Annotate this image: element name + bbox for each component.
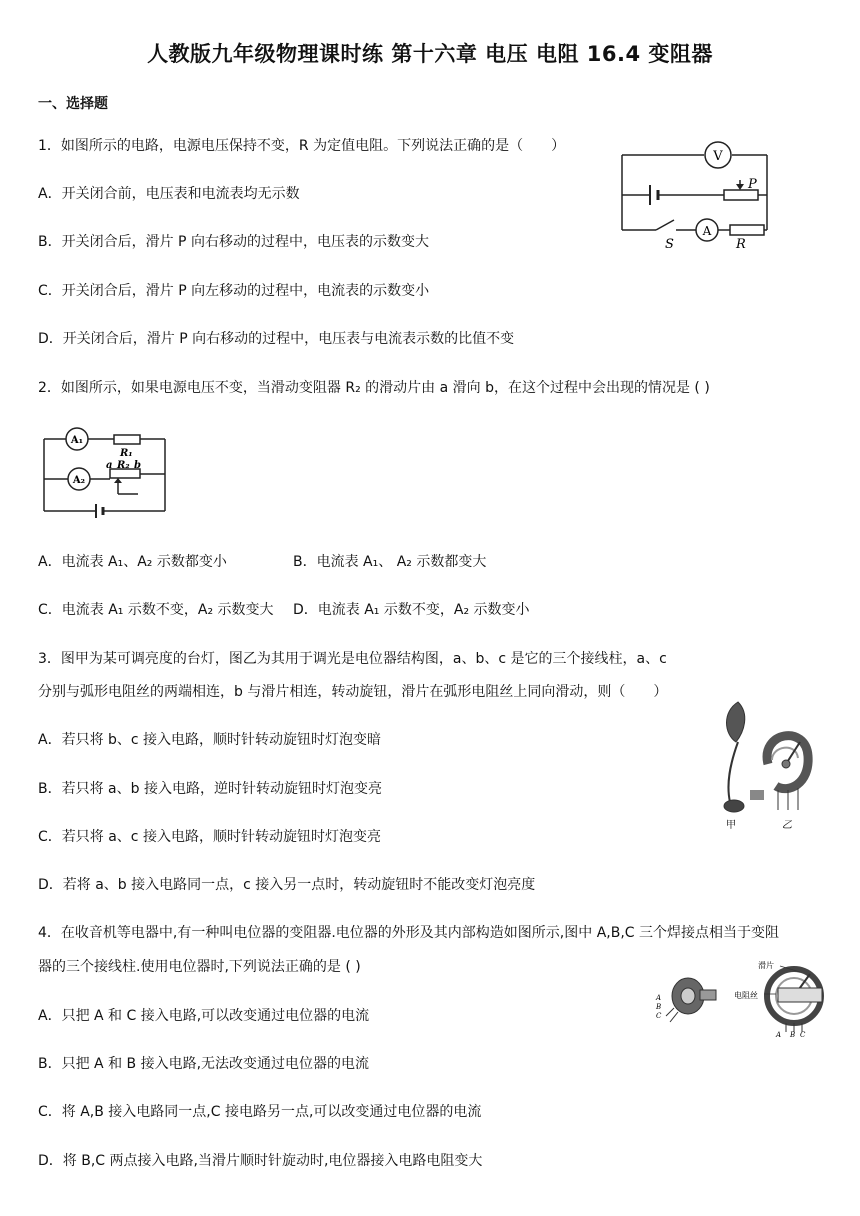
q1-resistor-label: R — [736, 237, 746, 252]
q2-option-a: A．电流表 A₁、A₂ 示数都变小 — [38, 554, 227, 570]
q2-b-label: b — [134, 460, 141, 471]
q2-a-label: a — [106, 460, 113, 471]
q4-stem-line1: 4．在收音机等电器中,有一种叫电位器的变阻器.电位器的外形及其内部构造如图所示,图中 A,B,C 三个焊接点相当于变阻 — [38, 925, 780, 941]
q1-voltmeter-label: V — [713, 149, 723, 164]
q1-circuit-diagram — [612, 140, 777, 255]
q4-left-b-label: B — [656, 1003, 662, 1011]
q1-slider-label: P — [748, 177, 757, 192]
q3-stem-line2: 分别与弧形电阻丝的两端相连，b 与滑片相连，转动旋钮，滑片在弧形电阻丝上同向滑动，则（ ） — [38, 684, 668, 700]
q2-option-b: B．电流表 A₁、 A₂ 示数都变大 — [293, 554, 487, 570]
q1-ammeter-label: A — [702, 224, 712, 238]
q3-option-a: A．若只将 b、c 接入电路，顺时针转动旋钮时灯泡变暗 — [38, 732, 382, 748]
q4-right-c-label: C — [800, 1031, 806, 1038]
q3-figure-jia-label: 甲 — [726, 820, 736, 831]
section-heading: 一、选择题 — [38, 96, 108, 112]
q4-left-a-label: A — [656, 994, 662, 1002]
q4-wire-label: 电阻丝 — [734, 991, 758, 1000]
q2-option-d: D．电流表 A₁ 示数不变，A₂ 示数变小 — [293, 602, 530, 618]
q1-option-d: D．开关闭合后，滑片 P 向右移动的过程中，电压表与电流表示数的比值不变 — [38, 331, 515, 347]
q2-ammeter2-label: A₂ — [72, 475, 86, 486]
q4-stem-line2: 器的三个接线柱.使用电位器时,下列说法正确的是 ( ) — [38, 959, 361, 975]
q4-option-d: D．将 B,C 两点接入电路,当滑片顺时针旋动时,电位器接入电路电阻变大 — [38, 1153, 483, 1169]
q4-option-a: A．只把 A 和 C 接入电路,可以改变通过电位器的电流 — [38, 1008, 370, 1024]
q2-circuit-diagram — [38, 426, 173, 521]
q2-stem: 2．如图所示，如果电源电压不变，当滑动变阻器 R₂ 的滑动片由 a 滑向 b，在这个过程中会出现的情况是 ( ) — [38, 380, 710, 396]
q2-r2-label: R₂ — [117, 460, 130, 471]
q4-slider-label: 滑片 — [758, 961, 774, 970]
q1-stem: 1．如图所示的电路，电源电压保持不变，R 为定值电阻。下列说法正确的是（ ） — [38, 138, 566, 154]
q4-right-a-label: A — [776, 1031, 782, 1038]
q2-option-c: C．电流表 A₁ 示数不变，A₂ 示数变大 — [38, 602, 274, 618]
q3-option-d: D．若将 a、b 接入电路同一点，c 接入另一点时，转动旋钮时不能改变灯泡亮度 — [38, 877, 536, 893]
q4-potentiometer-figure — [652, 958, 832, 1038]
q3-stem-line1: 3．图甲为某可调亮度的台灯，图乙为其用于调光是电位器结构图，a、b、c 是它的三个接线柱，a、c — [38, 651, 667, 667]
q1-option-c: C．开关闭合后，滑片 P 向左移动的过程中，电流表的示数变小 — [38, 283, 430, 299]
q3-figure-yi-label: 乙 — [782, 820, 792, 831]
q4-left-c-label: C — [656, 1012, 662, 1020]
q4-option-c: C．将 A,B 接入电路同一点,C 接电路另一点,可以改变通过电位器的电流 — [38, 1104, 482, 1120]
q3-option-b: B．若只将 a、b 接入电路，逆时针转动旋钮时灯泡变亮 — [38, 781, 382, 797]
q4-right-b-label: B — [790, 1031, 796, 1038]
q3-lamp-potentiometer-figure — [716, 694, 826, 834]
q1-option-b: B．开关闭合后，滑片 P 向右移动的过程中，电压表的示数变大 — [38, 234, 429, 250]
q4-option-b: B．只把 A 和 B 接入电路,无法改变通过电位器的电流 — [38, 1056, 370, 1072]
q1-option-a: A．开关闭合前，电压表和电流表均无示数 — [38, 186, 300, 202]
q3-option-c: C．若只将 a、c 接入电路，顺时针转动旋钮时灯泡变亮 — [38, 829, 381, 845]
page-title: 人教版九年级物理课时练 第十六章 电压 电阻 16.4 变阻器 — [147, 42, 713, 66]
q1-switch-label: S — [665, 237, 674, 252]
q2-r1-label: R₁ — [120, 448, 133, 459]
q2-ammeter1-label: A₁ — [70, 435, 84, 446]
